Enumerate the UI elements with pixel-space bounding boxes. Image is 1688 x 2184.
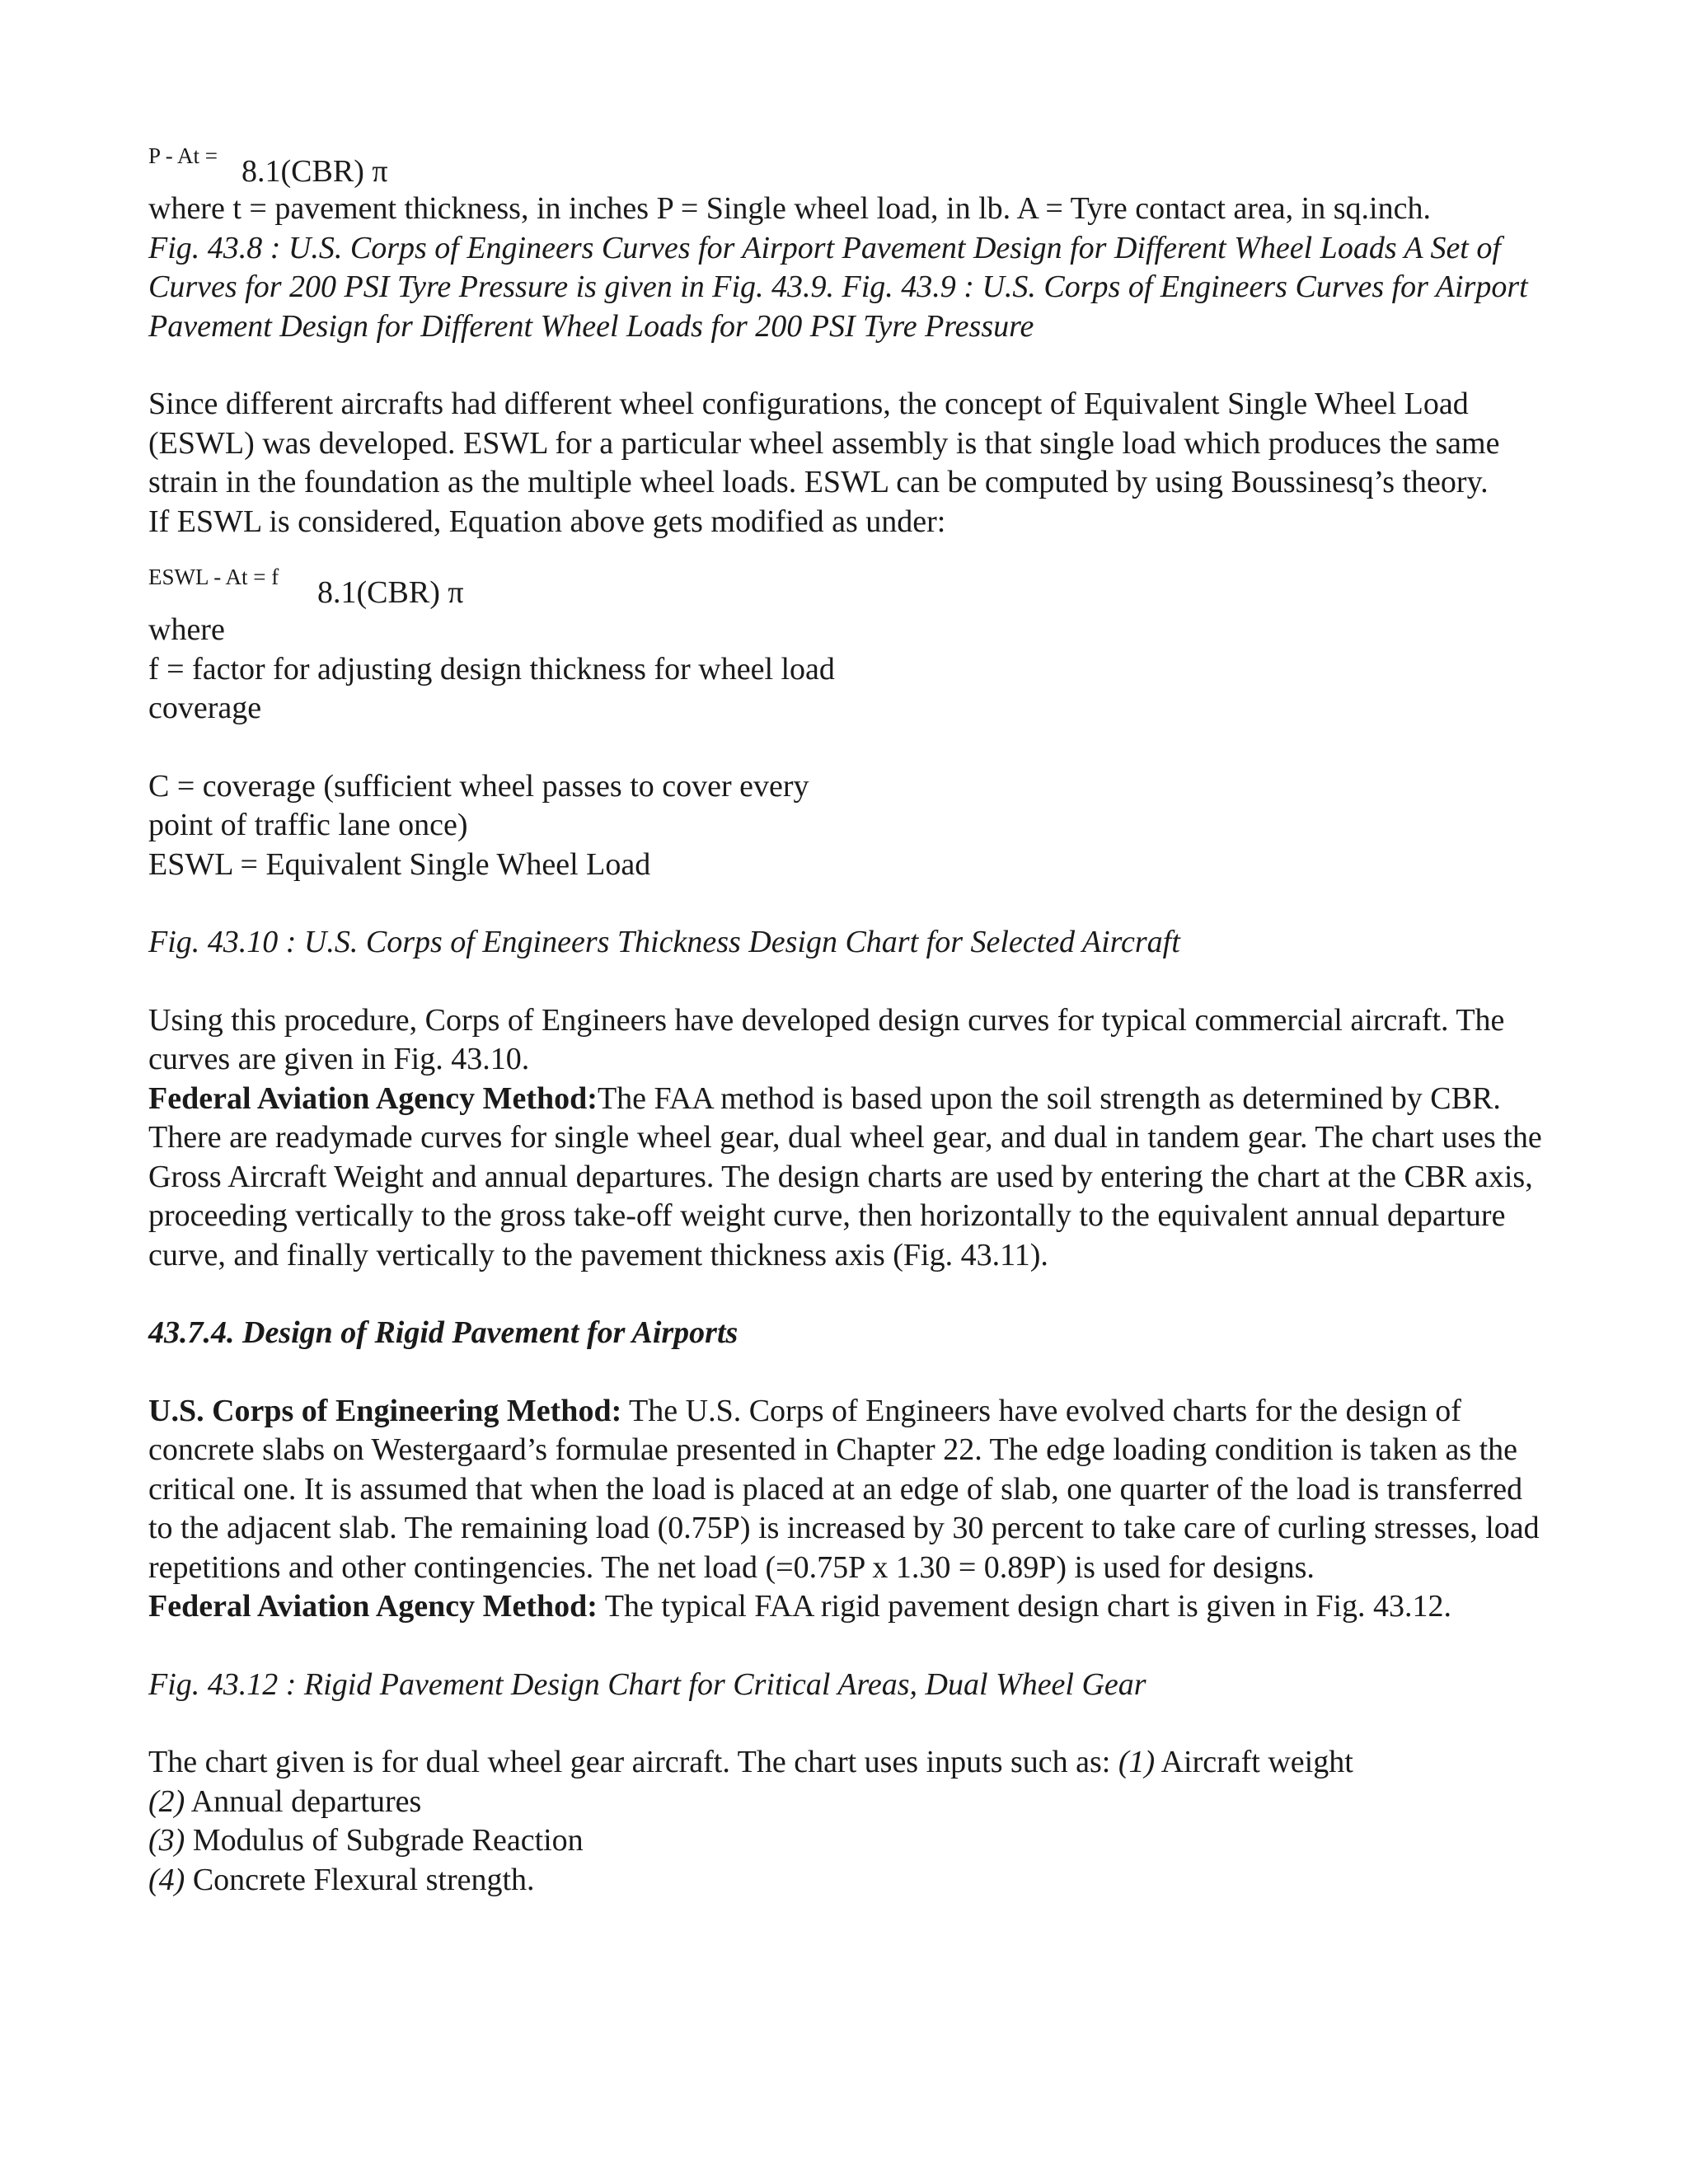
input-number: (4) [148,1862,185,1897]
faa-rigid-paragraph [148,1587,1550,1627]
c-definition: C = coverage (sufficient wheel passes to cover every point of traffic lane once) [148,768,809,842]
formula-lhs: ESWL - At = f [148,565,279,589]
input-text: Annual departures [185,1783,422,1819]
input-number: (3) [148,1823,185,1858]
figure-caption-43-12: Fig. 43.12 : Rigid Pavement Design Chart for Critical Areas, Dual Wheel Gear [148,1666,1146,1702]
input-text: Concrete Flexural strength. [185,1862,535,1897]
formula-rhs: 8.1(CBR) π [317,575,464,610]
where-label: where [148,612,225,647]
chart-inputs-intro [148,1743,1550,1783]
input-number: (2) [148,1783,185,1819]
document-page [148,140,1550,1900]
formula-eswl [148,561,1550,611]
corps-method-label: U.S. Corps of Engineering Method: [148,1393,622,1428]
section-heading: 43.7.4. Design of Rigid Pavement for Airports [148,1315,738,1350]
faa-rigid-text: The typical FAA rigid pavement design chart is given in Fig. 43.12. [597,1589,1452,1624]
faa-method-paragraph [148,1080,1550,1276]
corps-method-paragraph [148,1392,1550,1588]
list-item [148,1783,1550,1822]
corps-method-text: The U.S. Corps of Engineers have evolved charts for the design of concrete slabs on Westergaard’s formulae presented in Chapter 22. The edge loading condition is taken as the critical one. It is assumed that when the load is placed at an edge of slab, one quarter of the load is transferred to the adjacent slab. The remaining load (0.75P) is increased by 30 percent to take care of curling stresses, load repetitions and other contingencies. The net load (=0.75P x 1.30 = 0.89P) is used for designs. [148,1393,1540,1585]
input-text: Modulus of Subgrade Reaction [185,1823,584,1858]
eswl-paragraph: Since different aircrafts had different wheel configurations, the concept of Equivalent Single Wheel Load (ESWL) was developed. ESWL for a particular wheel assembly is that single load which produces the same strain in the foundation as the multiple wheel loads. ESWL can be computed by using Boussinesq’s theory. [148,387,1500,499]
formula-pavement-thickness [148,140,1550,190]
list-item [148,1861,1550,1900]
eswl-modified-line: If ESWL is considered, Equation above gets modified as under: [148,504,946,539]
f-definition: f = factor for adjusting design thickness for wheel load coverage [148,651,835,725]
chart-intro-text: The chart given is for dual wheel gear aircraft. The chart uses inputs such as: [148,1745,1118,1779]
eswl-definition: ESWL = Equivalent Single Wheel Load [148,846,651,882]
procedure-paragraph: Using this procedure, Corps of Engineers have developed design curves for typical commercial aircraft. The curves are given in Fig. 43.10. [148,1002,1505,1076]
formula-where-definitions: where t = pavement thickness, in inches P = Single wheel load, in lb. A = Tyre contact area, in sq.inch. [148,191,1431,226]
list-item [148,1821,1550,1861]
figure-caption-43-8-43-9: Fig. 43.8 : U.S. Corps of Engineers Curves for Airport Pavement Design for Different Wheel Loads A Set of Curves for 200 PSI Tyre Pressure is given in Fig. 43.9. Fig. 43.9 : U.S. Corps of Engineers Curves for Airport Pavement Design for Different Wheel Loads for 200 PSI Tyre Pressure [148,230,1528,344]
formula-rhs: 8.1(CBR) π [241,154,388,189]
faa-method-text: The FAA method is based upon the soil strength as determined by CBR. There are readymade curves for single wheel gear, dual wheel gear, and dual in tandem gear. The chart uses the Gross Aircraft Weight and annual departures. The design charts are used by entering the chart at the CBR axis, proceeding vertically to the gross take-off weight curve, then horizontally to the equivalent annual departure curve, and finally vertically to the pavement thickness axis (Fig. 43.11). [148,1080,1542,1272]
figure-caption-43-10: Fig. 43.10 : U.S. Corps of Engineers Thickness Design Chart for Selected Aircraft [148,925,1180,959]
faa-method-label: Federal Aviation Agency Method: [148,1080,598,1116]
input-text: Aircraft weight [1155,1745,1353,1779]
input-number: (1) [1118,1745,1156,1779]
formula-lhs: P - At = [148,143,218,168]
faa-rigid-label: Federal Aviation Agency Method: [148,1589,598,1624]
